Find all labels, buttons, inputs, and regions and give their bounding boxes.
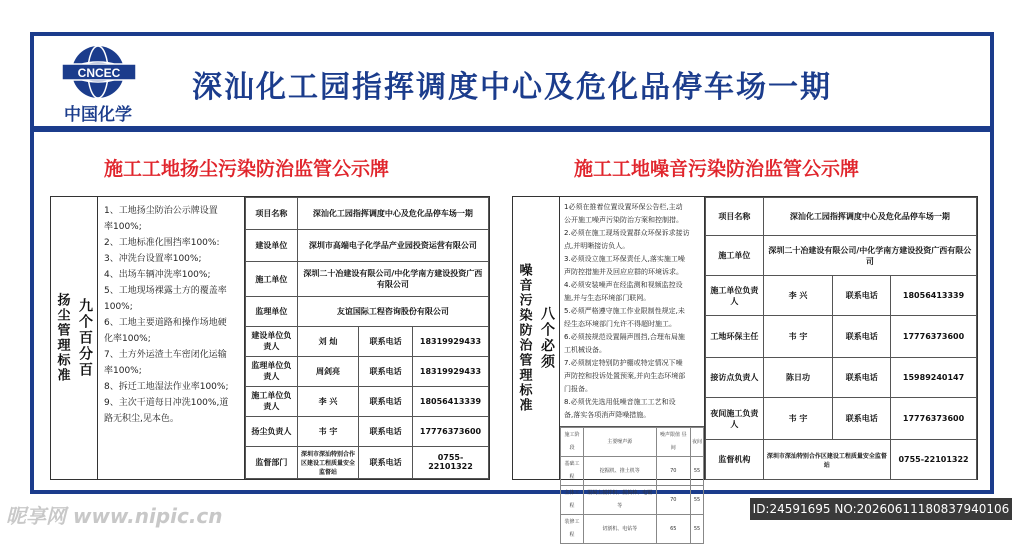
mini-cell: 70 (656, 486, 690, 515)
cell-role: 监理单位负责人 (246, 356, 298, 386)
noise-panel-title: 施工工地噪音污染防治监管公示牌 (574, 158, 860, 180)
logo-chinese-name: 中国化学 (64, 105, 132, 125)
cell-phone-label: 联系电话 (359, 416, 413, 446)
cell-value: 深圳二十冶建设有限公司/中化学南方建设投资广西有限公司 (763, 236, 976, 276)
cell-role: 建设单位负责人 (246, 326, 298, 356)
dust-side-label: 扬尘管理标准 (54, 293, 70, 383)
noise-rules (559, 197, 705, 538)
rule-line: 1、工地扬尘防治公示牌设置 (104, 206, 218, 216)
dust-info-table (245, 197, 489, 479)
rule-line: 点,并明晰接访负人。 (564, 242, 630, 250)
mini-cell: 70 (656, 457, 690, 486)
rule-line: 声防控和投诉处置预案,并向生态环境部 (564, 372, 686, 380)
cell-name: 李 兴 (763, 276, 833, 316)
dust-count-col (73, 197, 97, 479)
rule-line: 8、拆迁工地湿法作业率100%; (104, 382, 229, 392)
table-row (561, 486, 704, 515)
cell-role: 工地环保主任 (706, 316, 764, 358)
rule-line: 率100%; (104, 222, 142, 232)
noise-side-label-col (513, 197, 535, 479)
cell-value: 深汕化工园指挥调度中心及危化品停车场一期 (297, 198, 488, 230)
table-row (706, 236, 977, 276)
mini-cell: 65 (656, 515, 690, 544)
rule-line: 1必须在推着位置设置环保公告栏,主动 (564, 203, 683, 211)
mini-header: 施工阶段 (561, 428, 584, 457)
rule-line: 2.必须在施工现场设置群众环保诉求接访 (564, 229, 690, 237)
cell-value: 友谊国际工程咨询股份有限公司 (297, 296, 488, 326)
dust-rules (97, 197, 245, 479)
rule-line: 100%; (104, 302, 133, 312)
rule-line: 声防控措施并及回应应群的环境诉求。 (564, 268, 683, 276)
cell-role: 夜间施工负责人 (706, 398, 764, 440)
mini-cell: 主体工程 (561, 486, 584, 515)
mini-cell: 55 (691, 515, 704, 544)
mini-header: 夜间 (691, 428, 704, 457)
table-row (706, 316, 977, 358)
cell-phone: 17776373600 (413, 416, 489, 446)
cell-label: 施工单位 (246, 262, 298, 296)
cell-name: 韦 宇 (297, 416, 359, 446)
cell-role: 接访点负责人 (706, 358, 764, 398)
cncec-logo (56, 42, 176, 126)
noise-side-label: 噪音污染防治管理标准 (516, 263, 532, 413)
table-row (706, 398, 977, 440)
rule-line: 施,并与生态环境部门联网。 (564, 294, 651, 302)
cell-value: 深圳市高端电子化学品产业园投资运营有限公司 (297, 230, 488, 262)
cell-phone: 18319929433 (413, 356, 489, 386)
cell-phone: 0755-22101322 (413, 446, 489, 478)
cell-label: 建设单位 (246, 230, 298, 262)
rule-line: 5.必须严格遵守施工作业限制性规定,未 (564, 307, 685, 315)
cell-phone-label: 联系电话 (359, 326, 413, 356)
noise-info-table (705, 197, 977, 480)
table-row (706, 198, 977, 236)
mini-cell: 55 (691, 486, 704, 515)
table-row (561, 428, 704, 457)
rule-line: 3.必须设立施工环保责任人,落实施工噪 (564, 255, 685, 263)
table-row (246, 416, 489, 446)
rule-line: 7、土方外运渣土车密闭化运输 (104, 350, 227, 360)
mini-cell: 切割机、电钻等 (583, 515, 656, 544)
table-row (246, 296, 489, 326)
cell-phone-label: 联系电话 (359, 446, 413, 478)
dust-panel-title: 施工工地扬尘污染防治监管公示牌 (104, 158, 390, 180)
cell-label: 监督机构 (706, 440, 764, 480)
table-row (246, 386, 489, 416)
table-row (561, 515, 704, 544)
cell-role: 施工单位负责人 (246, 386, 298, 416)
table-row (561, 457, 704, 486)
cell-name: 韦 宇 (763, 316, 833, 358)
cell-phone-label: 联系电话 (833, 316, 891, 358)
cell-value: 深汕化工园指挥调度中心及危化品停车场一期 (763, 198, 976, 236)
cell-value: 深圳市深汕特别合作区建设工程质量安全监督站 (297, 446, 359, 478)
table-row (246, 198, 489, 230)
cell-phone: 15989240147 (891, 358, 977, 398)
watermark-site: 昵享网 www.nipic.cn (6, 504, 223, 528)
rule-line: 工机械设备。 (564, 346, 606, 354)
mini-cell: 55 (691, 457, 704, 486)
rule-line: 化率100%; (104, 334, 151, 344)
noise-limit-table (560, 426, 704, 538)
header (34, 36, 990, 132)
rule-line: 7.必须制定特别防护棚或特定情况下噪 (564, 359, 683, 367)
cell-label: 项目名称 (706, 198, 764, 236)
mini-cell: 基础工程 (561, 457, 584, 486)
rule-line: 备,落实各项消声降噪措施。 (564, 411, 651, 419)
rule-line: 门报备。 (564, 385, 592, 393)
mini-header: 噪声限值 昼间 (656, 428, 690, 457)
rule-line: 公开施工噪声污染防治方案和控制措。 (564, 216, 683, 224)
cell-phone-label: 联系电话 (359, 356, 413, 386)
dust-count-label: 九个百分百 (77, 298, 93, 378)
rule-line: 率100%; (104, 366, 142, 376)
cell-label: 监理单位 (246, 296, 298, 326)
rule-line: 4、出场车辆冲洗率100%; (104, 270, 211, 280)
cell-phone: 17776373600 (891, 398, 977, 440)
rule-line: 4.必须安装噪声在经监测和视频监控设 (564, 281, 683, 289)
cell-name: 李 兴 (297, 386, 359, 416)
rule-line: 9、主次干道每日冲洗100%,道 (104, 398, 229, 408)
main-title: 深汕化工园指挥调度中心及危化品停车场一期 (192, 70, 832, 105)
table-row (246, 446, 489, 478)
noise-count-col (535, 197, 559, 479)
cell-value: 深圳市深汕特别合作区建设工程质量安全监督站 (763, 440, 890, 480)
cell-phone-label: 联系电话 (833, 398, 891, 440)
table-row (246, 356, 489, 386)
cell-name: 陈日功 (763, 358, 833, 398)
cell-label: 监督部门 (246, 446, 298, 478)
rule-line: 5、工地现场裸露土方的覆盖率 (104, 286, 227, 296)
cell-name: 刘 灿 (297, 326, 359, 356)
cell-phone-label: 联系电话 (833, 276, 891, 316)
logo-text: CNCEC (77, 66, 121, 80)
table-row (706, 276, 977, 316)
cell-label: 项目名称 (246, 198, 298, 230)
noise-count-label: 八个必须 (539, 306, 555, 370)
rule-line: 6.必须按规范设置隔声围挡,合理布局施 (564, 333, 685, 341)
watermark-id: ID:24591695 NO:20260611180837940106 (750, 498, 1012, 520)
cell-name: 周剑亮 (297, 356, 359, 386)
rule-line: 3、冲洗台设置率100%; (104, 254, 202, 264)
rule-line: 8.必须优先选用低噪音施工工艺和设 (564, 398, 676, 406)
table-row (706, 358, 977, 398)
mini-cell: 装修工程 (561, 515, 584, 544)
mini-cell: 挖掘机、推土机等 (583, 457, 656, 486)
cell-phone: 18056413339 (891, 276, 977, 316)
rule-line: 经生态环境部门允许不得超时施工。 (564, 320, 676, 328)
table-row (246, 262, 489, 296)
table-row (246, 326, 489, 356)
cell-label: 施工单位 (706, 236, 764, 276)
cell-phone: 18319929433 (413, 326, 489, 356)
dust-side-label-col (51, 197, 73, 479)
globe-icon (56, 42, 176, 126)
table-row (706, 440, 977, 480)
rule-line: 2、工地标准化围挡率100%: (104, 238, 220, 248)
cell-role: 扬尘负责人 (246, 416, 298, 446)
mini-header: 主要噪声源 (583, 428, 656, 457)
cell-phone: 0755-22101322 (891, 440, 977, 480)
cell-name: 韦 宇 (763, 398, 833, 440)
cell-phone-label: 联系电话 (833, 358, 891, 398)
cell-phone-label: 联系电话 (359, 386, 413, 416)
rule-line: 6、工地主要道路和操作场地硬 (104, 318, 227, 328)
cell-phone: 17776373600 (891, 316, 977, 358)
mini-cell: 混凝土搅拌机、振捣棒、电锯等 (583, 486, 656, 515)
dust-board (50, 196, 490, 480)
cell-phone: 18056413339 (413, 386, 489, 416)
table-row (246, 230, 489, 262)
rule-line: 路无积尘,见本色。 (104, 414, 179, 424)
cell-role: 施工单位负责人 (706, 276, 764, 316)
cell-value: 深圳二十冶建设有限公司/中化学南方建设投资广西有限公司 (297, 262, 488, 296)
